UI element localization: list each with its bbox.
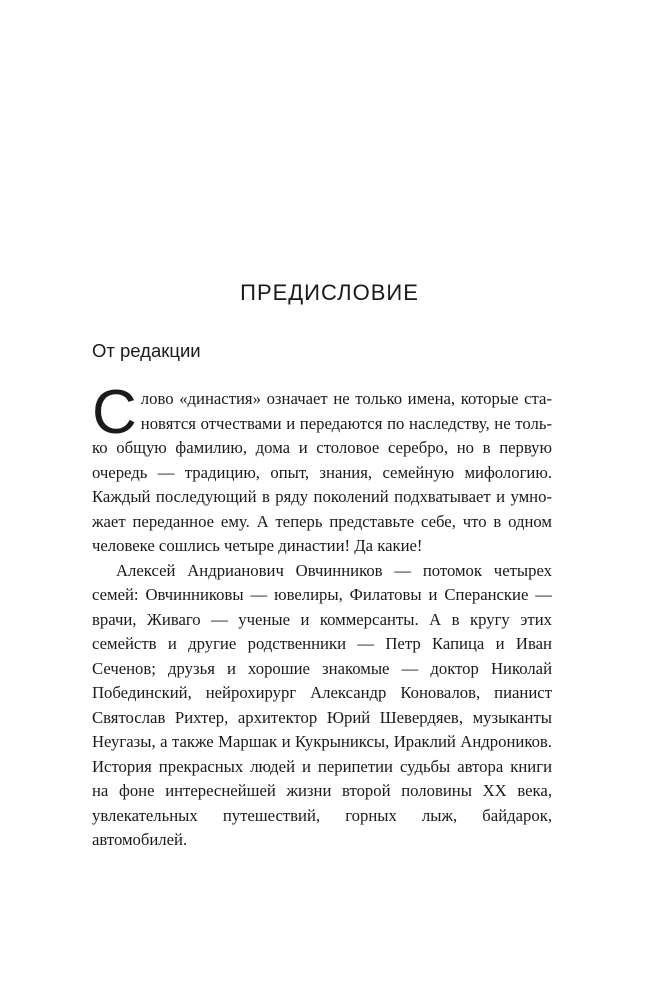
paragraph-1 bbox=[92, 378, 552, 559]
body-text bbox=[92, 378, 552, 853]
chapter-title: ПРЕДИСЛОВИЕ bbox=[240, 280, 419, 305]
drop-cap: С bbox=[92, 378, 137, 447]
paragraph-1-text: лово «династия» означает не только имена, которые становятся отчествами и передаются по наследству, не только общую фамилию, дома и столовое серебро, но в первую очередь — традицию, опыт, знания, семейную мифологию. Каждый последующий в ряду поколений подхватывает и умножает переданное ему. А теперь представьте себе, что в одном человеке сошлись четыре династии! Да какие! bbox=[92, 389, 552, 555]
section-subtitle: От редакции bbox=[92, 340, 201, 361]
paragraph-2: Алексей Андрианович Овчинников — потомок четырех семей: Овчинниковы — ювелиры, Филатовы и Сперанские — врачи, Живаго — ученые и коммерсанты. А в кругу этих семейств и другие родственники — Петр Капица и Иван Сеченов; друзья и хорошие знакомые — доктор Николай Побединский, нейрохирург Александр Коновалов, пианист Святослав Рихтер, архитектор Юрий Шевердяев, музыканты Неугазы, а также Маршак и Кукрыниксы, Ираклий Андроников. История прекрасных людей и перипетии судьбы автора книги на фоне интереснейшей жизни второй половины XX века, увлекательных путешествий, горных лыж, байдарок, автомобилей. bbox=[92, 560, 552, 849]
